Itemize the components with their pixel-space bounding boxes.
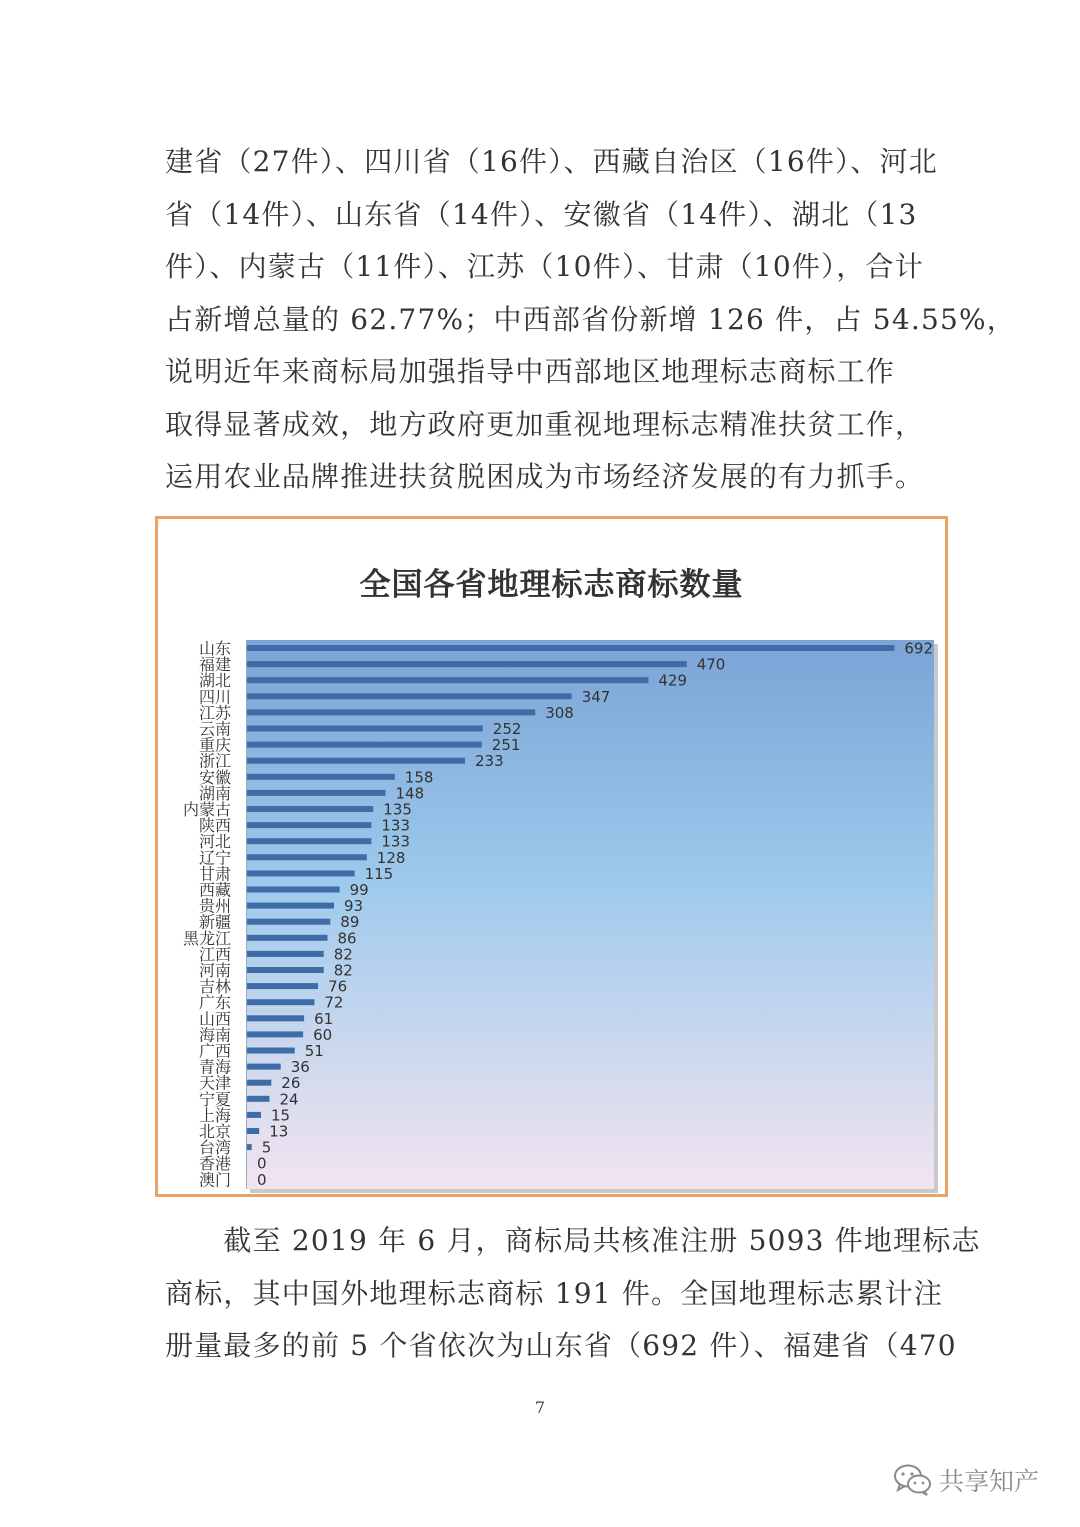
category-label: 江苏 — [198, 703, 231, 723]
data-label: 429 — [658, 671, 688, 690]
watermark-text: 共享知产 — [939, 1467, 1040, 1496]
watermark — [893, 1460, 1039, 1500]
category-label: 北京 — [198, 1122, 231, 1141]
text-line: 商标，其中国外地理标志商标 191 件。全国地理标志累计注 — [165, 1276, 944, 1310]
category-label: 新疆 — [198, 912, 231, 932]
bar — [247, 1112, 261, 1118]
category-label: 天津 — [198, 1073, 231, 1093]
category-label: 辽宁 — [198, 848, 231, 868]
text-line: 运用农业品牌推进扶贫脱困成为市场经济发展的有力抓手。 — [165, 460, 925, 493]
bar — [247, 999, 314, 1005]
bar — [247, 1096, 270, 1102]
category-label: 西藏 — [198, 880, 231, 900]
bar — [247, 870, 355, 876]
data-label: 76 — [328, 977, 348, 996]
chart-title: 全国各省地理标志商标数量 — [359, 567, 744, 603]
category-label: 甘肃 — [198, 864, 231, 884]
bar — [247, 726, 483, 732]
data-label: 89 — [340, 913, 360, 932]
data-label: 148 — [395, 784, 425, 803]
bar — [247, 838, 371, 844]
category-label: 湖北 — [198, 671, 231, 691]
data-label: 158 — [404, 768, 434, 787]
body-paragraph-bottom — [165, 1215, 981, 1373]
text-line: 说明近年来商标局加强指导中西部地区地理标志商标工作 — [165, 355, 896, 388]
category-label: 上海 — [198, 1105, 231, 1125]
text-line: 占新增总量的 62.77%；中西部省份新增 126 件，占 54.55%， — [165, 302, 1016, 336]
category-label: 台湾 — [198, 1138, 231, 1158]
category-label: 重庆 — [198, 735, 231, 755]
text-line: 取得显著成效，地方政府更加重视地理标志精准扶贫工作， — [165, 407, 925, 441]
category-label: 湖南 — [198, 783, 231, 803]
data-label: 13 — [269, 1122, 289, 1141]
category-label: 山东 — [198, 639, 231, 658]
text-line: 册量最多的前 5 个省依次为山东省（692 件）、福建省（470 — [165, 1329, 957, 1362]
bar — [247, 677, 648, 683]
category-label: 广西 — [198, 1041, 231, 1061]
data-label: 0 — [257, 1154, 267, 1173]
data-label: 133 — [381, 816, 411, 835]
data-label: 233 — [475, 752, 504, 771]
category-label: 宁夏 — [198, 1089, 231, 1109]
data-label: 15 — [271, 1106, 291, 1125]
bar — [247, 935, 328, 941]
page-number: 7 — [534, 1398, 546, 1417]
category-label: 云南 — [198, 719, 231, 739]
data-label: 347 — [581, 687, 611, 706]
category-label: 浙江 — [198, 751, 231, 771]
category-label: 黑龙江 — [182, 928, 231, 948]
data-label: 60 — [313, 1025, 333, 1044]
bar — [247, 693, 572, 699]
data-label: 36 — [290, 1058, 310, 1077]
category-label: 澳门 — [198, 1170, 231, 1190]
data-label: 51 — [304, 1042, 324, 1060]
bar-chart — [158, 519, 945, 1194]
data-label: 82 — [333, 945, 353, 964]
data-label: 5 — [261, 1138, 272, 1157]
bar — [247, 758, 465, 764]
data-label: 93 — [344, 897, 364, 916]
category-label: 河南 — [198, 961, 231, 980]
data-label: 128 — [376, 848, 406, 867]
category-label: 四川 — [198, 687, 231, 707]
data-label: 26 — [281, 1074, 301, 1093]
bar — [247, 1128, 259, 1134]
category-label: 陕西 — [198, 816, 231, 836]
text-line: 件）、内蒙古（11件）、江苏（10件）、甘肃（10件），合计 — [165, 250, 924, 283]
text-line: 建省（27件）、四川省（16件）、西藏自治区（16件）、河北 — [165, 145, 938, 178]
bar — [247, 1144, 252, 1150]
bar — [247, 645, 894, 651]
data-label: 82 — [333, 961, 353, 980]
category-label: 海南 — [198, 1025, 231, 1045]
bar — [247, 742, 482, 748]
bar — [247, 806, 373, 812]
data-label: 692 — [904, 639, 934, 658]
bar — [247, 919, 330, 925]
category-label: 香港 — [198, 1154, 231, 1174]
data-label: 72 — [324, 993, 344, 1012]
data-label: 133 — [381, 832, 411, 851]
bar — [247, 1080, 271, 1086]
wechat-icon — [893, 1463, 933, 1497]
bar — [247, 822, 371, 828]
bar — [247, 854, 367, 860]
category-label: 广东 — [198, 993, 231, 1013]
text-line: 省（14件）、山东省（14件）、安徽省（14件）、湖北（13 — [165, 197, 918, 231]
data-label: 252 — [492, 720, 522, 738]
category-label: 福建 — [198, 655, 231, 675]
bar — [247, 951, 324, 957]
data-label: 61 — [314, 1009, 334, 1028]
text-line: 截至 2019 年 6 月，商标局共核准注册 5093 件地理标志 — [165, 1224, 981, 1257]
category-label: 吉林 — [198, 977, 231, 997]
bar — [247, 1031, 303, 1037]
data-label: 135 — [383, 800, 412, 819]
bar — [247, 1015, 304, 1021]
bar — [247, 1064, 281, 1070]
data-label: 99 — [349, 881, 369, 899]
bar — [247, 661, 687, 667]
category-label: 安徽 — [198, 767, 231, 787]
category-label: 青海 — [198, 1057, 231, 1077]
body-paragraph-top — [165, 136, 1016, 504]
bar — [247, 774, 395, 780]
bar — [247, 709, 535, 715]
bar — [247, 887, 340, 893]
category-label: 贵州 — [198, 896, 231, 916]
data-label: 251 — [491, 736, 521, 755]
category-label: 内蒙古 — [182, 800, 231, 819]
data-label: 0 — [257, 1170, 267, 1189]
bar — [247, 790, 386, 796]
data-label: 470 — [696, 655, 726, 674]
bar — [247, 1048, 295, 1054]
category-label: 山西 — [198, 1009, 231, 1029]
bar — [247, 903, 334, 909]
category-label: 河北 — [198, 832, 231, 852]
data-label: 24 — [279, 1090, 299, 1109]
category-label: 江西 — [198, 944, 231, 964]
data-label: 115 — [364, 864, 394, 883]
data-label: 86 — [337, 929, 357, 948]
data-label: 308 — [545, 703, 574, 722]
bar — [247, 967, 324, 973]
chart-frame — [155, 516, 948, 1197]
bar — [247, 983, 318, 989]
